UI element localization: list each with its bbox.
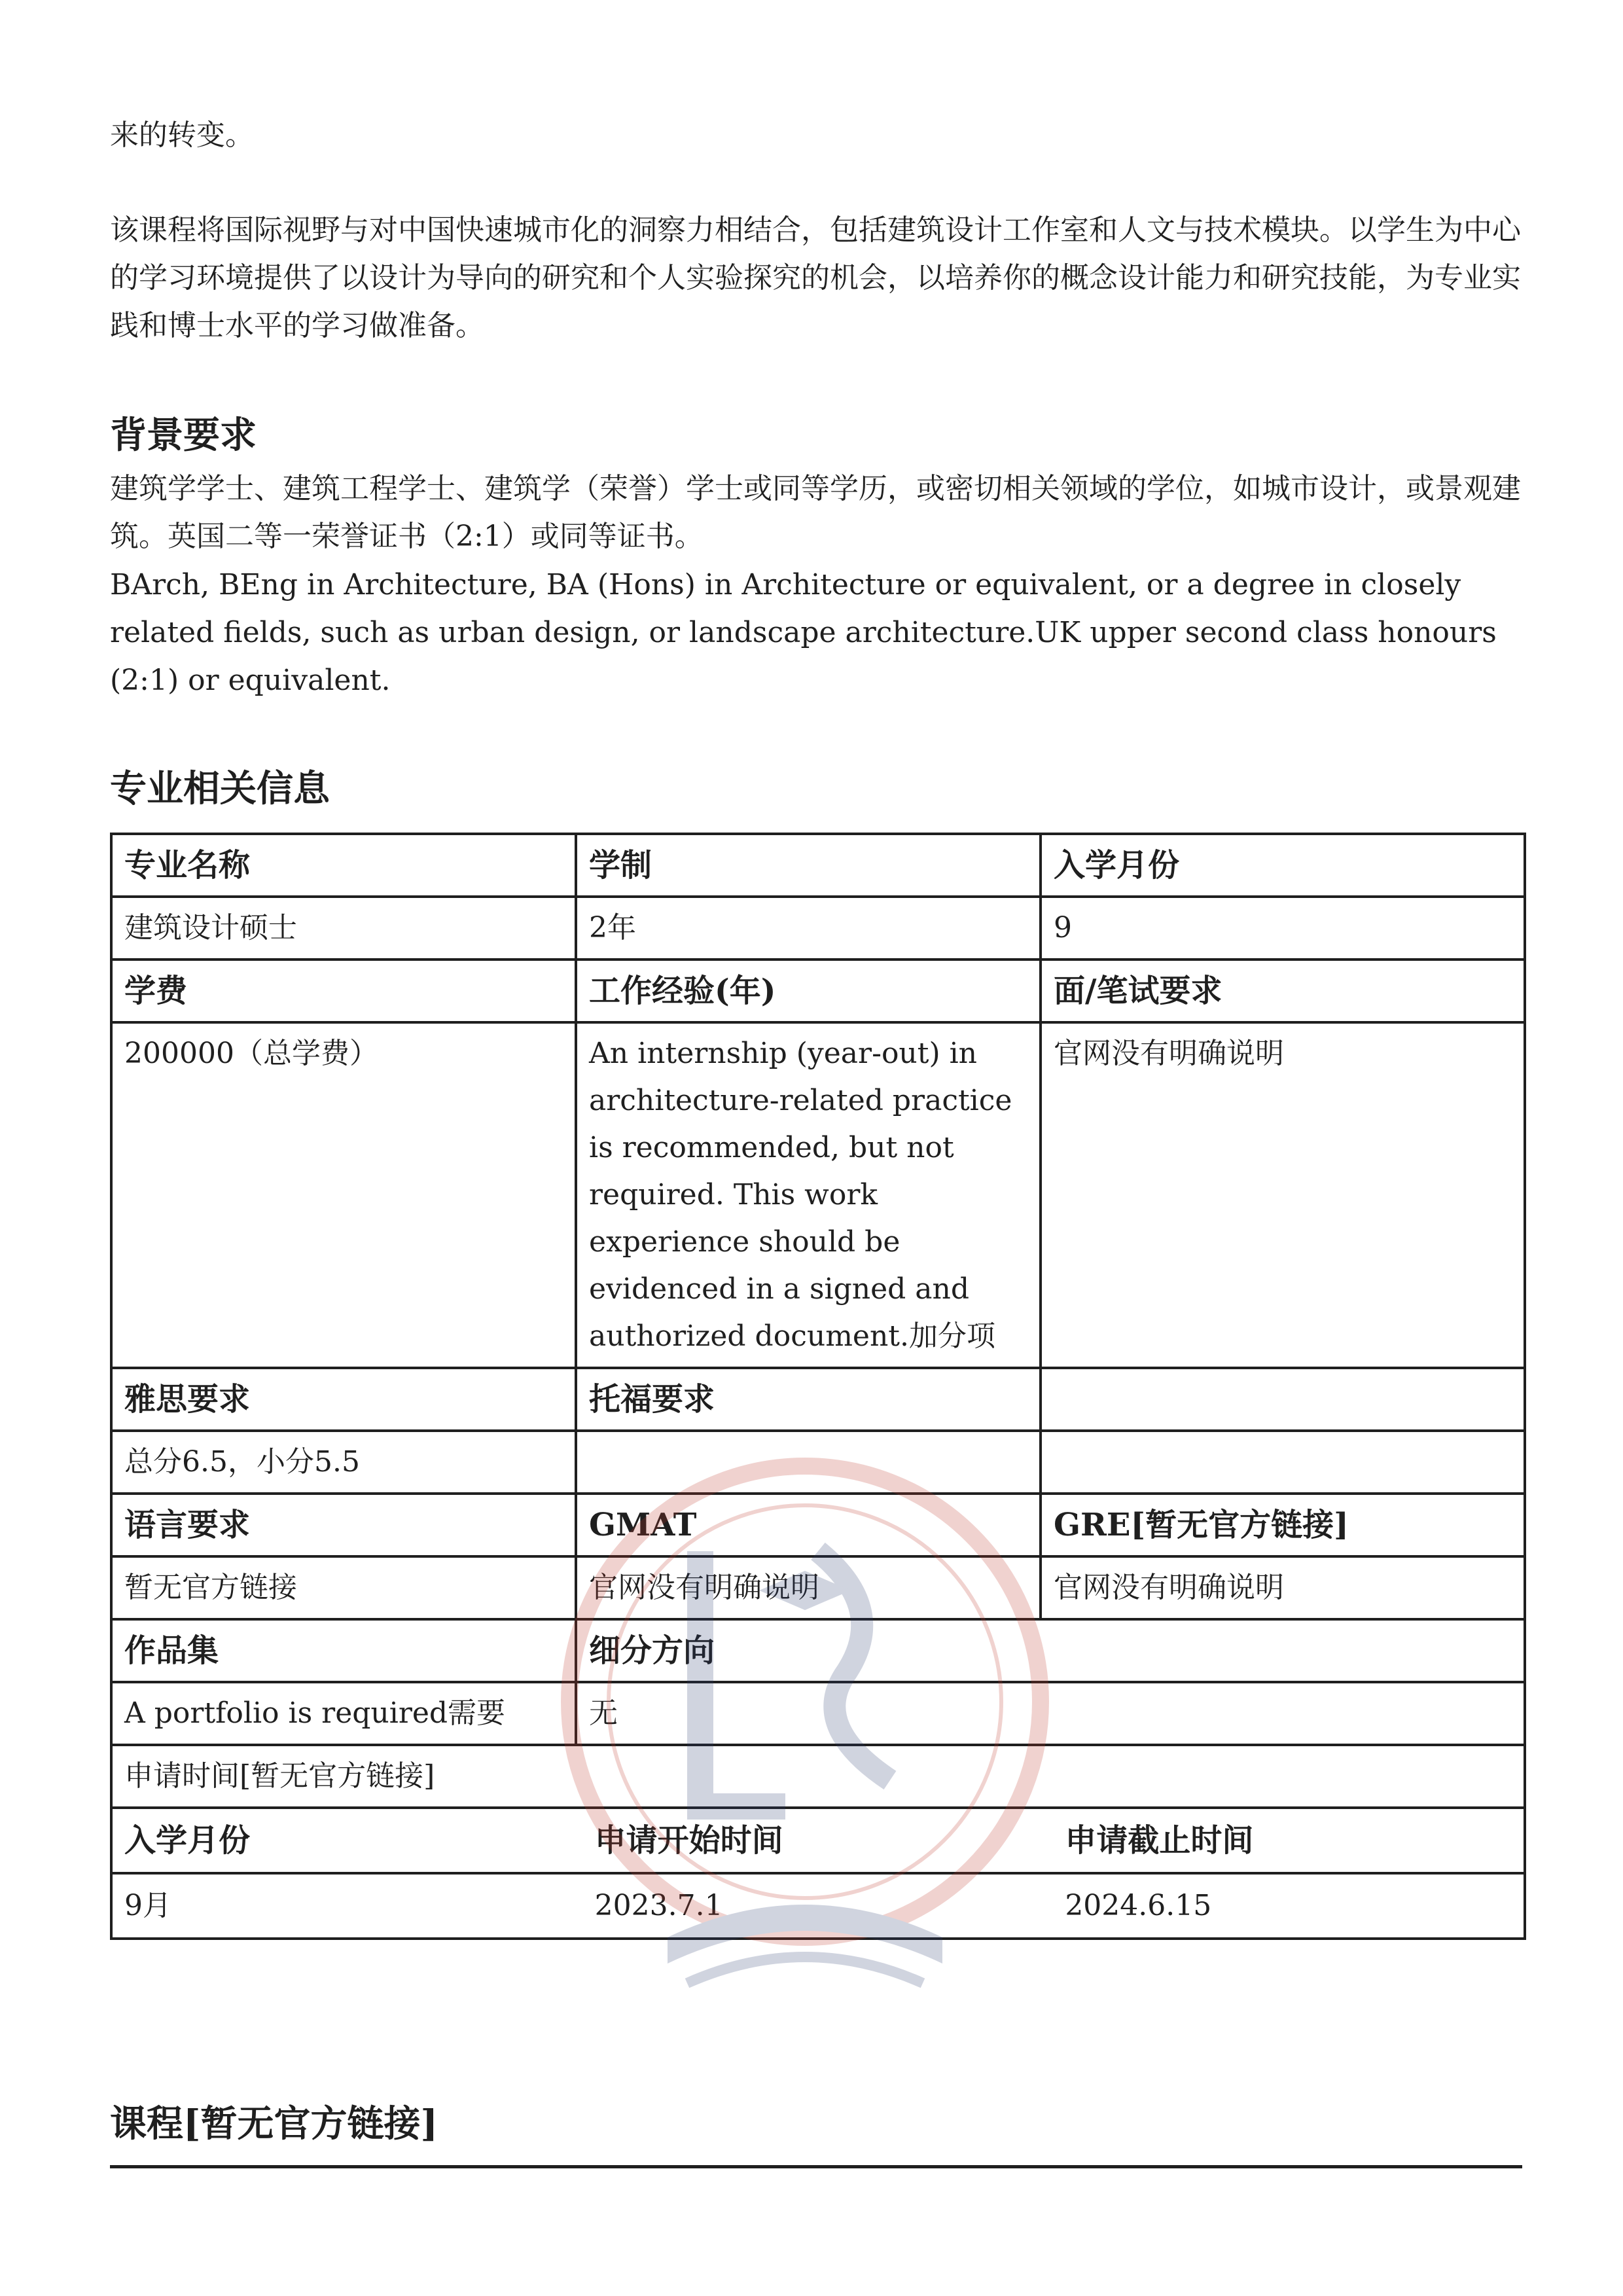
- table-row: [111, 1682, 1525, 1745]
- interview-label: 面/笔试要求: [1041, 960, 1525, 1022]
- table-row: [111, 1022, 1525, 1368]
- background-en-text: BArch, BEng in Architecture, BA (Hons) in Architecture or equivalent, or a degree in closely related fields, such as urban design, or landscape architecture.UK upper second class honours (2:1) or equivalent.: [110, 568, 1497, 697]
- schedule-header-deadline: 申请截止时间: [1053, 1809, 1524, 1873]
- application-time-label: 申请时间[暂无官方链接]: [111, 1745, 1525, 1808]
- course-title: 课程[暂无官方链接]: [110, 2102, 438, 2145]
- table-row: [111, 1745, 1525, 1808]
- intake-value: 9: [1041, 897, 1525, 960]
- portfolio-label: 作品集: [111, 1619, 576, 1682]
- schedule-intake-value: 9月: [124, 1889, 171, 1922]
- tuition-value: 200000（总学费）: [111, 1022, 576, 1368]
- application-schedule-cell: [111, 1808, 1525, 1939]
- intake-label: 入学月份: [1041, 834, 1525, 897]
- schedule-start-value: 2023.7.1: [594, 1889, 723, 1922]
- ielts-label: 雅思要求: [111, 1368, 576, 1431]
- toefl-value: [576, 1431, 1041, 1494]
- ielts-value: 总分6.5，小分5.5: [111, 1431, 576, 1494]
- program-name-value: 建筑设计硕士: [111, 897, 576, 960]
- specialization-label: 细分方向: [576, 1619, 1525, 1682]
- table-row: [111, 897, 1525, 960]
- schedule-header-row: [113, 1809, 1524, 1873]
- gre-label: GRE[暂无官方链接]: [1041, 1494, 1525, 1556]
- table-row: [111, 1556, 1525, 1619]
- program-name-label: 专业名称: [111, 834, 576, 897]
- schedule-deadline-value: 2024.6.15: [1065, 1889, 1212, 1922]
- application-schedule-table: [113, 1809, 1524, 1937]
- program-info-table: [110, 833, 1526, 1940]
- table-row: [111, 960, 1525, 1022]
- background-title: 背景要求: [110, 414, 257, 457]
- table-row: [111, 1494, 1525, 1556]
- gmat-label: GMAT: [576, 1494, 1041, 1556]
- intro-paragraph: 该课程将国际视野与对中国快速城市化的洞察力相结合，包括建筑设计工作室和人文与技术模块。以学生为中心的学习环境提供了以设计为导向的研究和个人实验探究的机会，以培养你的概念设计能力和研究技能，为专业实践和博士水平的学习做准备。: [110, 213, 1521, 342]
- schedule-header-start: 申请开始时间: [583, 1809, 1054, 1873]
- language-label: 语言要求: [111, 1494, 576, 1556]
- empty-cell: [1041, 1368, 1525, 1431]
- portfolio-value: A portfolio is required需要: [111, 1682, 576, 1745]
- table-row: [111, 1808, 1525, 1939]
- empty-cell: [1041, 1431, 1525, 1494]
- intro-tail-text: 来的转变。: [110, 118, 254, 152]
- duration-value: 2年: [576, 897, 1041, 960]
- duration-label: 学制: [576, 834, 1041, 897]
- work-experience-label: 工作经验(年): [576, 960, 1041, 1022]
- schedule-header-intake: 入学月份: [113, 1809, 583, 1873]
- program-info-title: 专业相关信息: [110, 767, 330, 810]
- tuition-label: 学费: [111, 960, 576, 1022]
- background-zh-text: 建筑学学士、建筑工程学士、建筑学（荣誉）学士或同等学历，或密切相关领域的学位，如城市设计，或景观建筑。英国二等一荣誉证书（2:1）或同等证书。: [110, 472, 1521, 553]
- gre-value: 官网没有明确说明: [1041, 1556, 1525, 1619]
- watermark-book-base: [687, 1957, 923, 1983]
- toefl-label: 托福要求: [576, 1368, 1041, 1431]
- section-divider: [110, 2165, 1522, 2168]
- language-value: 暂无官方链接: [111, 1556, 576, 1619]
- interview-value: 官网没有明确说明: [1041, 1022, 1525, 1368]
- table-row: [111, 1368, 1525, 1431]
- work-experience-value: An internship (year-out) in architecture-related practice is recommended, but not required. This work experience should be evidenced in a signed and authorized document.加分项: [576, 1022, 1041, 1368]
- gmat-value: 官网没有明确说明: [576, 1556, 1041, 1619]
- table-row: [111, 834, 1525, 897]
- table-row: [111, 1619, 1525, 1682]
- table-row: [111, 1431, 1525, 1494]
- schedule-row: [113, 1873, 1524, 1937]
- specialization-value: 无: [576, 1682, 1525, 1745]
